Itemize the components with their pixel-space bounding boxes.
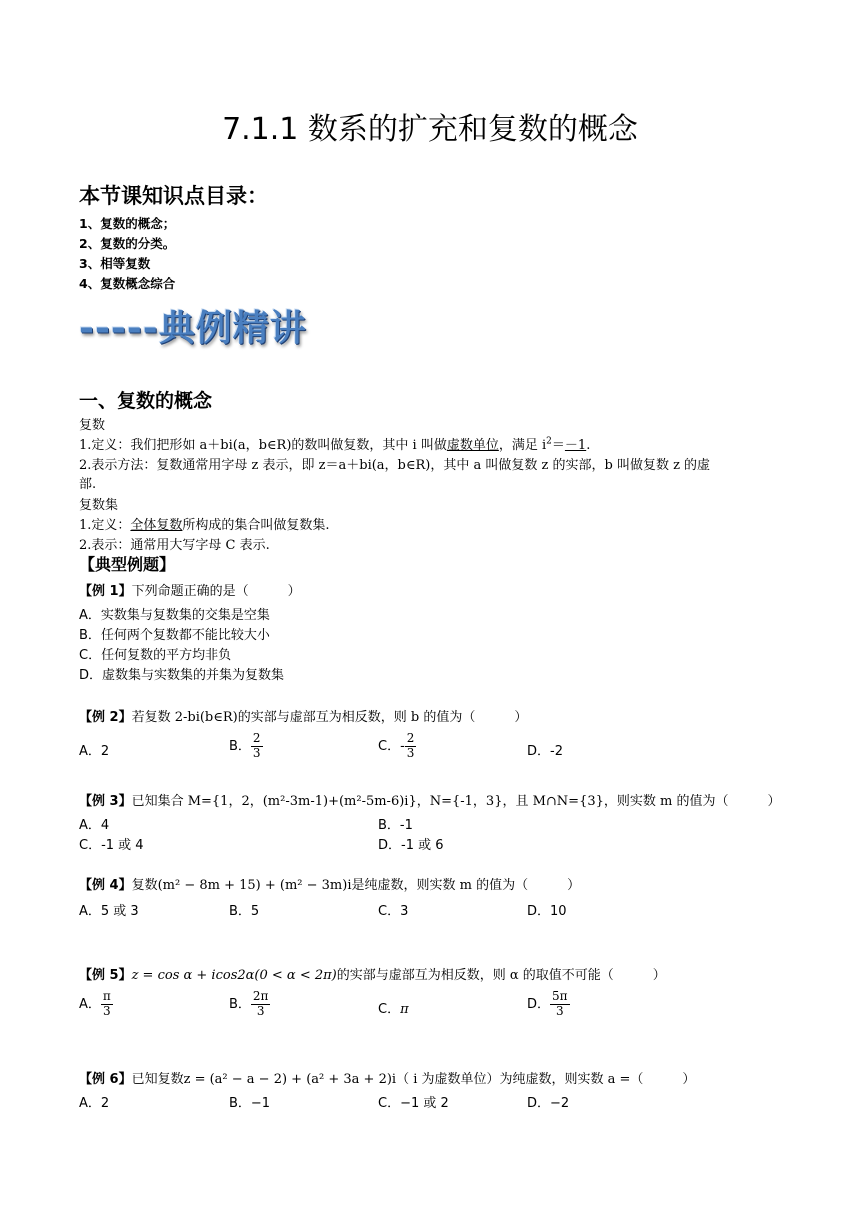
option-d: D．10 xyxy=(527,904,567,919)
example-3-stem: 【例 3】已知集合 M={1，2，(m²-3m-1)+(m²-5m-6)i}，N={-1，3}，且 M∩N={3}，则实数 m 的值为（ ） xyxy=(79,794,781,809)
option-a: A．2 xyxy=(79,1096,110,1111)
set-representation-line: 2.表示：通常用大写字母 C 表示. xyxy=(79,538,270,553)
option-d: D． $\frac{5\pi}{3}$ xyxy=(527,989,568,1018)
toc-item: 3、相等复数 xyxy=(79,256,151,271)
example-5-stem: 【例 5】z = cos α + icos2α(0 < α < 2π)的实部与虚部互为相反数，则 α 的取值不可能（ ） xyxy=(79,968,666,983)
option-a: A． $\frac{\pi}{3}$ xyxy=(79,989,111,1018)
option-c: C．任何复数的平方均非负 xyxy=(79,648,232,663)
definition-line: 1.定义：我们把形如 a＋bi(a，b∈R)的数叫做复数，其中 i 叫做虚数单位，满足 $i^2=-1$. xyxy=(79,436,591,453)
option-c: C．-1 或 4 xyxy=(79,838,144,853)
example-6-stem: 【例 6】已知复数z = (a² − a − 2) + (a² + 3a + 2)i（ i 为虚数单位）为纯虚数，则实数 a =（ ） xyxy=(79,1072,696,1087)
option-b: B．5 xyxy=(229,904,260,919)
toc-item: 4、复数概念综合 xyxy=(79,276,176,291)
option-d: D．-1 或 6 xyxy=(378,838,444,853)
option-d: D．虚数集与实数集的并集为复数集 xyxy=(79,668,285,683)
option-d: D．-2 xyxy=(527,744,563,759)
toc-item: 1、复数的概念； xyxy=(79,216,176,231)
option-b: B．-1 xyxy=(378,818,413,833)
example-4-stem: 【例 4】复数(m² − 8m + 15) + (m² − 3m)i是纯虚数，则实数 m 的值为（ ） xyxy=(79,878,581,893)
representation-line-cont: 部. xyxy=(79,477,97,492)
option-b: B． $\frac{2}{3}$ xyxy=(229,731,261,760)
toc-heading: 本节课知识点目录： xyxy=(79,184,268,208)
option-c: C．3 xyxy=(378,904,409,919)
toc-item: 2、复数的分类。 xyxy=(79,236,176,251)
examples-heading: 【典型例题】 xyxy=(79,555,176,574)
option-b: B．任何两个复数都不能比较大小 xyxy=(79,628,270,643)
representation-line: 2.表示方法：复数通常用字母 z 表示，即 z＝a＋bi(a，b∈R)，其中 a 叫做复数 z 的实部，b 叫做复数 z 的虚 xyxy=(79,458,711,473)
option-b: B． $\frac{2\pi}{3}$ xyxy=(229,989,269,1018)
option-b: B．−1 xyxy=(229,1096,271,1111)
example-1-stem: 【例 1】下列命题正确的是（ ） xyxy=(79,584,301,599)
banner-title: -----典例精讲 xyxy=(79,308,307,349)
option-a: A．4 xyxy=(79,818,110,833)
option-a: A．5 或 3 xyxy=(79,904,139,919)
option-d: D．−2 xyxy=(527,1096,570,1111)
subheading-complex: 复数 xyxy=(79,418,106,433)
option-a: A．实数集与复数集的交集是空集 xyxy=(79,608,270,623)
example-2-stem: 【例 2】若复数 2-bi(b∈R)的实部与虚部互为相反数，则 b 的值为（ ） xyxy=(79,710,528,725)
option-c: C．−1 或 2 xyxy=(378,1096,449,1111)
subheading-complex-set: 复数集 xyxy=(79,498,119,513)
option-c: C．π xyxy=(378,1002,409,1017)
option-c: C．- $\frac{2}{3}$ xyxy=(378,731,415,760)
section-heading: 一、复数的概念 xyxy=(79,390,213,412)
set-definition-line: 1.定义：全体复数所构成的集合叫做复数集. xyxy=(79,518,330,533)
page-title: 7.1.1 数系的扩充和复数的概念 xyxy=(222,112,638,147)
option-a: A．2 xyxy=(79,744,110,759)
